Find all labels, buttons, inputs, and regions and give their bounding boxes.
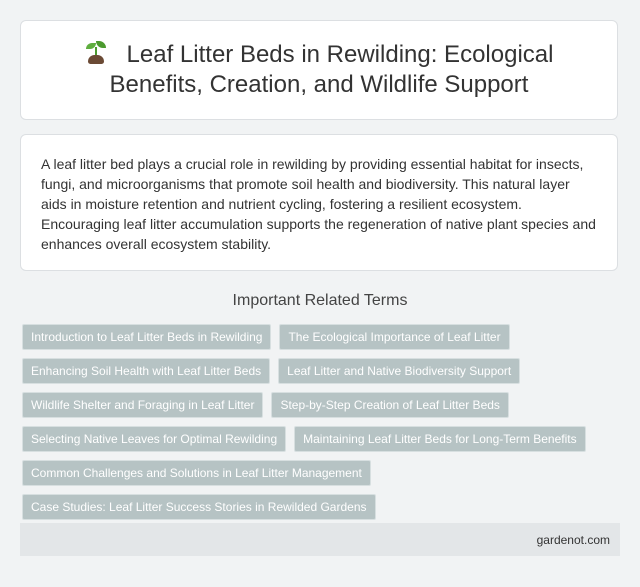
page-title [49,40,589,100]
related-term-tag[interactable]: Maintaining Leaf Litter Beds for Long-Term Benefits [294,426,585,452]
related-term-tag[interactable]: Enhancing Soil Health with Leaf Litter Beds [22,358,270,384]
footer-site-name: gardenot.com [536,532,610,547]
title-card [20,20,618,120]
description-card [20,134,618,271]
related-term-tag[interactable]: The Ecological Importance of Leaf Litter [279,324,509,350]
related-term-tag[interactable]: Leaf Litter and Native Biodiversity Support [278,358,520,384]
seedling-icon [85,41,107,65]
related-term-tag[interactable]: Wildlife Shelter and Foraging in Leaf Litter [22,392,263,418]
related-term-tag[interactable]: Selecting Native Leaves for Optimal Rewilding [22,426,286,452]
description-text: A leaf litter bed plays a crucial role in rewilding by providing essential habitat for insects, fungi, and microorganisms that promote soil health and biodiversity. This natural layer aids in moisture retention and nutrient cycling, fostering a resilient ecosystem. Encouraging leaf litter accumulation supports the regeneration of native plant species and enhances overall ecosystem stability. [41,156,596,252]
footer [20,523,620,556]
page-title-text: Leaf Litter Beds in Rewilding: Ecological Benefits, Creation, and Wildlife Support [109,41,554,98]
related-term-tag[interactable]: Step-by-Step Creation of Leaf Litter Beds [271,392,508,418]
related-terms-heading: Important Related Terms [232,292,408,309]
related-term-tag[interactable]: Introduction to Leaf Litter Beds in Rewilding [22,324,271,350]
related-terms-list [22,324,622,528]
related-term-tag[interactable]: Common Challenges and Solutions in Leaf Litter Management [22,460,371,486]
related-term-tag[interactable]: Case Studies: Leaf Litter Success Stories in Rewilded Gardens [22,494,376,520]
